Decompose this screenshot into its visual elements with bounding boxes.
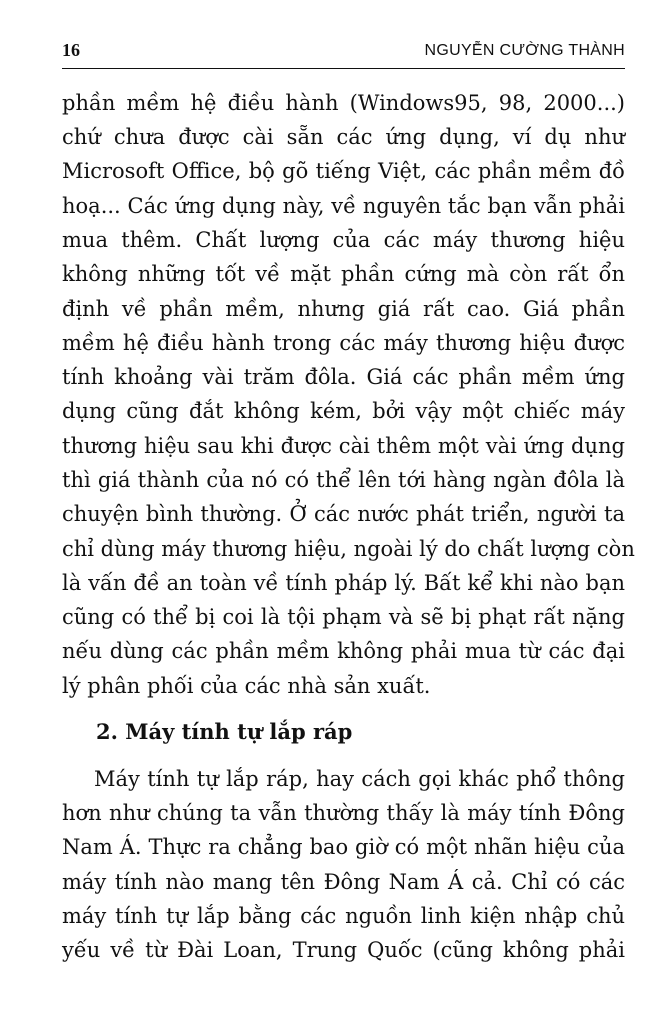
text-line: chuyện bình thường. Ở các nước phát triển, người ta	[62, 502, 625, 526]
text-line: là vấn đề an toàn về tính pháp lý. Bất kể khi nào bạn	[62, 571, 625, 595]
text-line: mềm hệ điều hành trong các máy thương hiệu được	[62, 331, 625, 355]
text-line: Nam Á. Thực ra chẳng bao giờ có một nhãn hiệu của	[62, 835, 625, 859]
text-line: dụng cũng đắt không kém, bởi vậy một chiếc máy	[62, 399, 625, 423]
text-line: hoạ... Các ứng dụng này, về nguyên tắc bạn vẫn phải	[62, 194, 625, 218]
text-line: thương hiệu sau khi được cài thêm một vài ứng dụng	[62, 434, 625, 458]
text-line: tính khoảng vài trăm đôla. Giá các phần mềm ứng	[62, 365, 625, 389]
text-line: hơn như chúng ta vẫn thường thấy là máy tính Đông	[62, 801, 625, 825]
text-line: thì giá thành của nó có thể lên tới hàng ngàn đôla là	[62, 468, 625, 492]
text-line: máy tính nào mang tên Đông Nam Á cả. Chỉ có các	[62, 870, 625, 894]
text-line: mua thêm. Chất lượng của các máy thương hiệu	[62, 228, 625, 252]
text-line: định về phần mềm, nhưng giá rất cao. Giá phần	[62, 297, 625, 321]
text-line: Máy tính tự lắp ráp, hay cách gọi khác phổ thông	[94, 767, 625, 791]
text-line: lý phân phối của các nhà sản xuất.	[62, 674, 431, 698]
text-line: nếu dùng các phần mềm không phải mua từ các đại	[62, 639, 625, 663]
text-line: Microsoft Office, bộ gõ tiếng Việt, các phần mềm đồ	[62, 159, 625, 183]
section-heading: 2. Máy tính tự lắp ráp	[96, 719, 353, 744]
running-head-author: NGUYỄN CƯỜNG THÀNH	[424, 42, 625, 59]
text-line: chứ chưa được cài sẵn các ứng dụng, ví dụ như	[62, 125, 625, 149]
text-line: cũng có thể bị coi là tội phạm và sẽ bị phạt rất nặng	[62, 605, 625, 629]
text-line: phần mềm hệ điều hành (Windows95, 98, 2000...)	[62, 91, 625, 115]
text-line: máy tính tự lắp bằng các nguồn linh kiện nhập chủ	[62, 904, 625, 928]
text-line: chỉ dùng máy thương hiệu, ngoài lý do chất lượng còn	[62, 537, 635, 561]
page-number: 16	[62, 40, 80, 60]
text-line: yếu về từ Đài Loan, Trung Quốc (cũng không phải	[62, 938, 625, 962]
text-line: không những tốt về mặt phần cứng mà còn rất ổn	[62, 262, 625, 286]
page-header	[62, 36, 625, 69]
